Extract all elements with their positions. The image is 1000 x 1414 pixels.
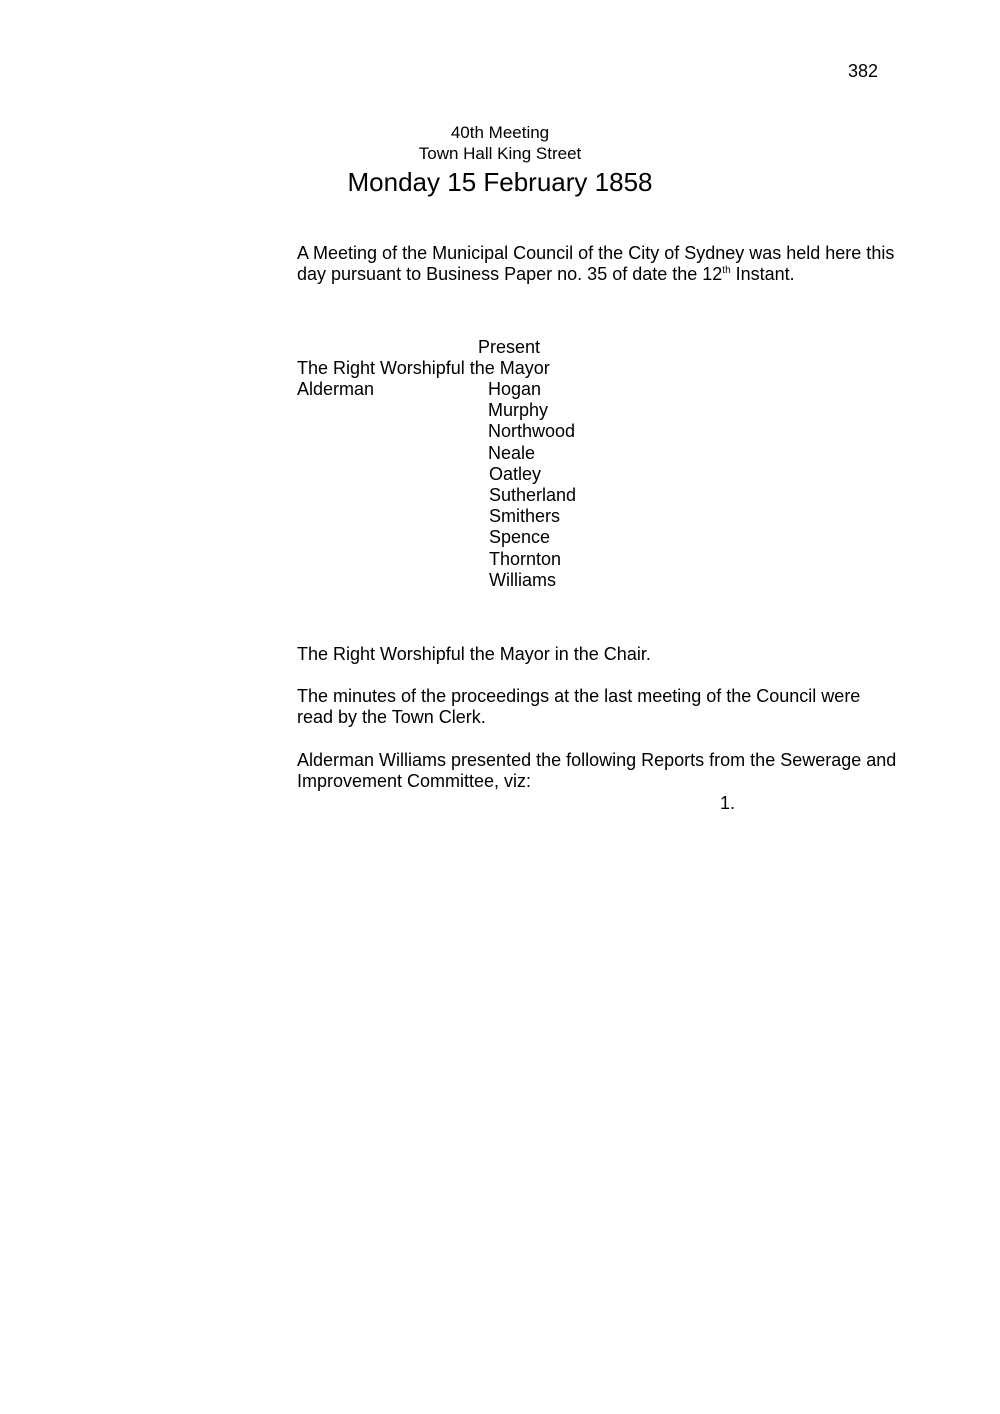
minutes-paragraph	[297, 686, 897, 728]
reports-paragraph	[297, 750, 897, 792]
continuation-marker: 1.	[720, 793, 736, 813]
alderman-name: Hogan	[488, 379, 542, 399]
alderman-name: Oatley	[489, 463, 542, 484]
reports-text: Alderman Williams presented the following Reports from the Sewerage and Improvement Committee, viz:	[297, 750, 897, 791]
chair-paragraph	[297, 644, 897, 665]
intro-superscript: th	[722, 265, 731, 276]
alderman-name: Williams	[489, 569, 556, 590]
intro-paragraph	[297, 243, 897, 285]
meeting-heading	[0, 122, 1000, 199]
page-number: 382	[847, 61, 878, 81]
chair-text: The Right Worshipful the Mayor in the Chair.	[297, 644, 651, 664]
meeting-number: 40th Meeting	[450, 123, 550, 142]
alderman-name: Sutherland	[489, 485, 577, 506]
intro-text: A Meeting of the Municipal Council of the City of Sydney was held here this day pursuant to Business Paper no. 35 of date the 12	[297, 243, 895, 284]
alderman-name: Thornton	[489, 548, 562, 569]
alderman-list	[488, 379, 576, 591]
alderman-name: Neale	[488, 442, 536, 463]
alderman-name: Murphy	[488, 400, 549, 421]
meeting-venue: Town Hall King Street	[418, 144, 582, 163]
minutes-text: The minutes of the proceedings at the last meeting of the Council were read by the Town Clerk.	[297, 686, 861, 727]
alderman-name: Smithers	[489, 506, 561, 527]
intro-text-end: Instant.	[730, 264, 795, 284]
meeting-date-title: Monday 15 February 1858	[347, 167, 653, 197]
alderman-label: Alderman	[297, 379, 375, 399]
alderman-name: Spence	[489, 527, 551, 548]
present-label: Present	[478, 337, 541, 357]
alderman-name: Northwood	[488, 421, 576, 442]
mayor-line: The Right Worshipful the Mayor	[297, 358, 550, 378]
